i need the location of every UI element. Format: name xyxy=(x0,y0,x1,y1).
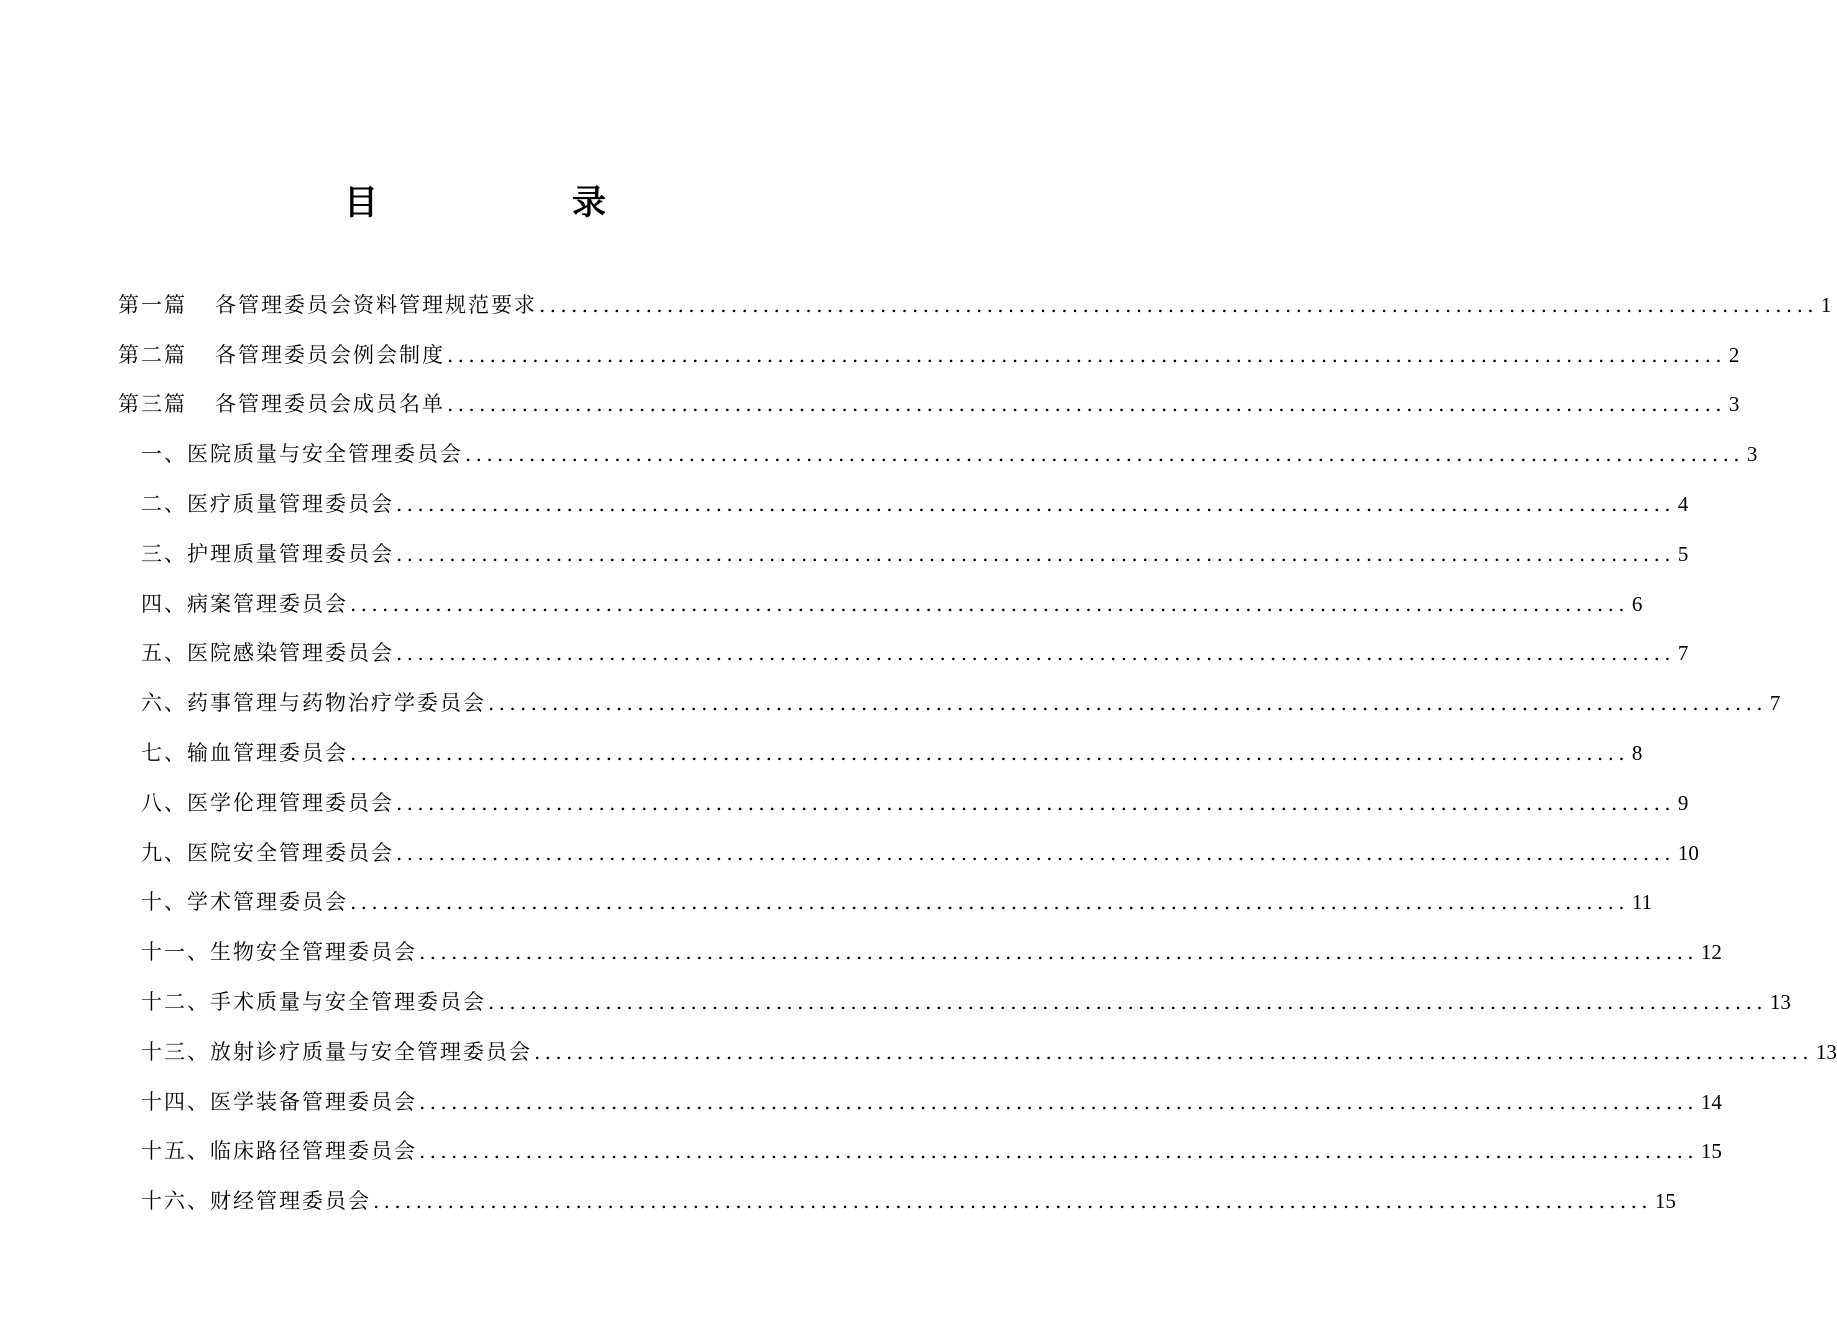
toc-dot-leader: ........................................................................................................................ xyxy=(419,1089,1698,1114)
toc-entry[interactable] xyxy=(118,427,1758,477)
toc-entry[interactable] xyxy=(118,278,1832,328)
toc-entry-title: 五、医院感染管理委员会 xyxy=(141,641,394,666)
toc-entry-page-number: 13 xyxy=(1769,989,1791,1014)
toc-entry-label xyxy=(118,332,445,378)
toc-entry-title: 十、学术管理委员会 xyxy=(141,890,348,915)
toc-entry-page-number: 13 xyxy=(1815,1039,1837,1064)
toc-entry[interactable] xyxy=(118,975,1791,1025)
toc-entry-title: 一、医院质量与安全管理委员会 xyxy=(141,442,463,467)
toc-entry-page-number: 15 xyxy=(1700,1139,1722,1164)
toc-entry-title: 各管理委员会例会制度 xyxy=(215,342,445,367)
toc-entry-title: 十三、放射诊疗质量与安全管理委员会 xyxy=(141,1039,532,1064)
toc-dot-leader: ........................................................................................................................ xyxy=(447,392,1726,417)
toc-entry-part: 第二篇 xyxy=(118,342,187,367)
toc-entry-page-number: 7 xyxy=(1769,691,1781,716)
toc-dot-leader: ........................................................................................................................ xyxy=(447,342,1726,367)
toc-entry-title: 二、医疗质量管理委员会 xyxy=(141,491,394,516)
toc-entry-title: 四、病案管理委员会 xyxy=(141,591,348,616)
toc-entry[interactable] xyxy=(118,378,1740,428)
toc-entry-label xyxy=(141,830,394,876)
toc-entry-page-number: 8 xyxy=(1631,740,1643,765)
toc-entry[interactable] xyxy=(118,726,1643,776)
toc-dot-leader: ........................................................................................................................ xyxy=(350,740,1629,765)
toc-dot-leader: ........................................................................................................................ xyxy=(534,1039,1813,1064)
toc-entry-label xyxy=(141,680,486,726)
toc-entry[interactable] xyxy=(118,1075,1722,1125)
toc-entry-label xyxy=(141,1079,417,1125)
toc-entry-page-number: 3 xyxy=(1746,442,1758,467)
toc-entry-page-number: 1 xyxy=(1820,292,1832,317)
toc-dot-leader: ........................................................................................................................ xyxy=(350,890,1629,915)
toc-entry[interactable] xyxy=(118,876,1653,926)
toc-entry-label xyxy=(141,581,348,627)
toc-entry[interactable] xyxy=(118,776,1689,826)
toc-entry-page-number: 9 xyxy=(1677,790,1689,815)
toc-dot-leader: ........................................................................................................................ xyxy=(465,442,1744,467)
toc-entry-label xyxy=(118,282,537,328)
toc-entry[interactable] xyxy=(118,925,1722,975)
toc-entry-page-number: 6 xyxy=(1631,591,1643,616)
toc-title: 目 录 xyxy=(344,183,686,223)
toc-entry-title: 十五、临床路径管理委员会 xyxy=(141,1139,417,1164)
toc-entry-page-number: 10 xyxy=(1677,840,1699,865)
toc-entry-page-number: 2 xyxy=(1728,342,1740,367)
toc-entry-label xyxy=(141,1029,532,1075)
toc-dot-leader: ........................................................................................................................ xyxy=(396,641,1675,666)
toc-entry-title: 九、医院安全管理委员会 xyxy=(141,840,394,865)
toc-entry-part: 第三篇 xyxy=(118,392,187,417)
toc-entry[interactable] xyxy=(118,527,1689,577)
toc-entry[interactable] xyxy=(118,477,1689,527)
toc-entry-title: 十四、医学装备管理委员会 xyxy=(141,1089,417,1114)
toc-dot-leader: ........................................................................................................................ xyxy=(396,790,1675,815)
toc-entry[interactable] xyxy=(118,577,1643,627)
toc-dot-leader: ........................................................................................................................ xyxy=(539,292,1818,317)
toc-entry-title: 七、输血管理委员会 xyxy=(141,740,348,765)
toc-entry-label xyxy=(141,531,394,577)
toc-entry[interactable] xyxy=(118,826,1699,876)
toc-entry-title: 各管理委员会成员名单 xyxy=(215,392,445,417)
toc-entry[interactable] xyxy=(118,1174,1676,1224)
toc-entry-page-number: 15 xyxy=(1654,1189,1676,1214)
toc-dot-leader: ........................................................................................................................ xyxy=(419,940,1698,965)
toc-entry-title: 各管理委员会资料管理规范要求 xyxy=(215,292,537,317)
toc-dot-leader: ........................................................................................................................ xyxy=(350,591,1629,616)
toc-entry-page-number: 7 xyxy=(1677,641,1689,666)
toc-entry-label xyxy=(141,730,348,776)
toc-dot-leader: ........................................................................................................................ xyxy=(396,491,1675,516)
toc-entry-label xyxy=(141,1128,417,1174)
toc-entry-label xyxy=(118,381,445,427)
toc-dot-leader: ........................................................................................................................ xyxy=(488,989,1767,1014)
toc-entry-label xyxy=(141,780,394,826)
toc-entry[interactable] xyxy=(118,1025,1837,1075)
toc-entry-title: 十六、财经管理委员会 xyxy=(141,1189,371,1214)
toc-entry-label xyxy=(141,630,394,676)
toc-entry-page-number: 3 xyxy=(1728,392,1740,417)
toc-entry-label xyxy=(141,979,486,1025)
toc-entry-page-number: 4 xyxy=(1677,491,1689,516)
toc-dot-leader: ........................................................................................................................ xyxy=(373,1189,1652,1214)
toc-entry-title: 三、护理质量管理委员会 xyxy=(141,541,394,566)
toc-entry-label xyxy=(141,431,463,477)
toc-entry-page-number: 11 xyxy=(1631,890,1653,915)
toc-list xyxy=(118,278,1837,1224)
toc-entry-page-number: 5 xyxy=(1677,541,1689,566)
toc-entry-title: 十一、生物安全管理委员会 xyxy=(141,940,417,965)
toc-entry-title: 六、药事管理与药物治疗学委员会 xyxy=(141,691,486,716)
toc-dot-leader: ........................................................................................................................ xyxy=(396,541,1675,566)
toc-entry-label xyxy=(141,929,417,975)
toc-entry-title: 八、医学伦理管理委员会 xyxy=(141,790,394,815)
toc-entry-label xyxy=(141,879,348,925)
toc-dot-leader: ........................................................................................................................ xyxy=(396,840,1675,865)
toc-entry-page-number: 14 xyxy=(1700,1089,1722,1114)
toc-dot-leader: ........................................................................................................................ xyxy=(488,691,1767,716)
toc-entry[interactable] xyxy=(118,1125,1722,1175)
toc-dot-leader: ........................................................................................................................ xyxy=(419,1139,1698,1164)
toc-entry[interactable] xyxy=(118,676,1781,726)
toc-entry-title: 十二、手术质量与安全管理委员会 xyxy=(141,989,486,1014)
toc-entry-part: 第一篇 xyxy=(118,292,187,317)
toc-entry[interactable] xyxy=(118,328,1740,378)
toc-entry-label xyxy=(141,1178,371,1224)
toc-entry[interactable] xyxy=(118,627,1689,677)
toc-entry-page-number: 12 xyxy=(1700,940,1722,965)
toc-entry-label xyxy=(141,481,394,527)
